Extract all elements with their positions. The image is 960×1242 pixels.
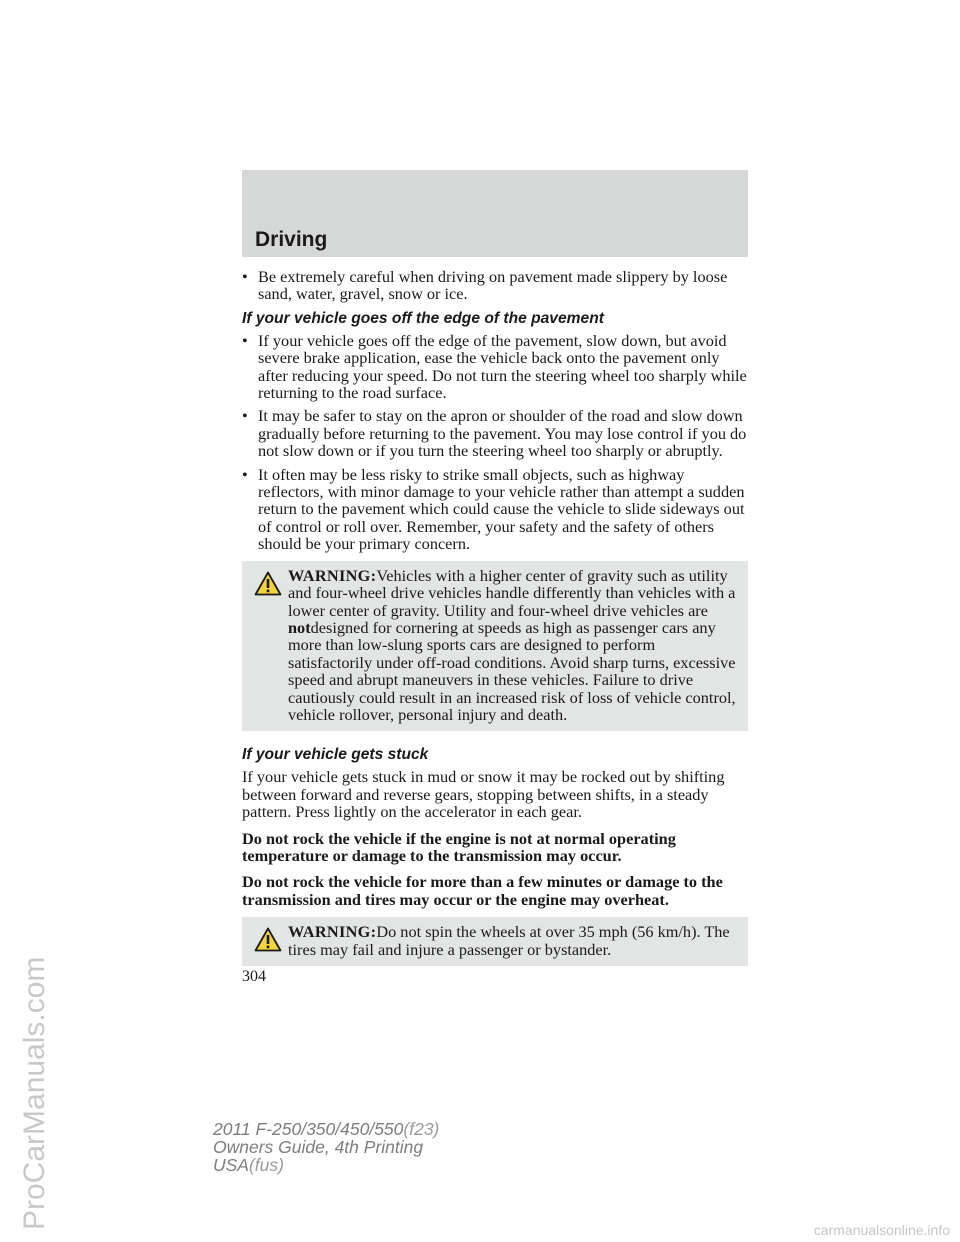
bullet-text: It may be safer to stay on the apron or shoulder of the road and slow down gradually before returning to the pavement. You may lose control if you do not slow down or if you turn the steering wheel too sharply or abruptly. — [258, 406, 747, 461]
subheading-stuck: If your vehicle gets stuck — [242, 746, 429, 764]
warning-triangle-icon — [254, 927, 282, 952]
watermark-vertical: ProCarManuals.com — [18, 956, 51, 1230]
bullet-dot: • — [242, 267, 248, 286]
footer-region-code: (fus) — [248, 1155, 284, 1175]
footer-printing-info — [213, 1120, 439, 1174]
bullet-text: It often may be less risky to strike small objects, such as highway reflectors, with minor damage to your vehicle rather than attempt a sudden return to the pavement which could cause the vehicle to slide sideways out of control or roll over. Remember, your safety and the safety of others should be your primary concern. — [258, 464, 745, 554]
warning-text: Do not spin the wheels at over 35 mph (56 km/h). The tires may fail and injure a passenger or bystander. — [288, 922, 730, 959]
warning-triangle-icon — [254, 571, 282, 596]
bullet-dot: • — [242, 330, 248, 350]
warning-label: WARNING: — [288, 565, 377, 585]
site-watermark: carmanualsonline.info — [813, 1222, 950, 1238]
footer-region: USA — [213, 1155, 249, 1175]
list-item — [242, 332, 748, 402]
bold-paragraph-temperature: Do not rock the vehicle if the engine is not at normal operating temperature or damage to the transmission may occur. — [242, 828, 676, 865]
bold-paragraph-minutes: Do not rock the vehicle for more than a few minutes or damage to the transmission and tires may occur or the engine may overheat. — [242, 872, 723, 909]
warning-text-b: designed for cornering at speeds as high as passenger cars any more than low-slung sports cars are designed to perform satisfactorily under off-road conditions. Avoid sharp turns, excessive speed and abrupt maneuvers in these vehicles. Failure to drive cautiously could result in an increased risk of loss of vehicle control, vehicle rollover, personal injury and death. — [288, 617, 736, 724]
footer-model-code: (f23) — [403, 1119, 440, 1139]
page-number: 304 — [242, 968, 266, 985]
bullet-text: If your vehicle goes off the edge of the pavement, slow down, but avoid severe brake application, ease the vehicle back onto the pavement only after reducing your speed. Do not turn the steering wheel too sharply while returning to the road surface. — [258, 330, 747, 403]
bullet-text: Be extremely careful when driving on pavement made slippery by loose sand, water, gravel, snow or ice. — [258, 267, 728, 304]
warning-emphasis: not — [288, 617, 311, 637]
section-title: Driving — [255, 228, 328, 251]
list-item — [242, 466, 748, 553]
bullet-dot: • — [242, 406, 248, 426]
list-item — [242, 268, 748, 303]
warning-label: WARNING: — [288, 922, 377, 942]
warning-box-spin — [242, 917, 748, 966]
subheading-pavement: If your vehicle goes off the edge of the pavement — [242, 309, 604, 327]
page-content — [242, 268, 748, 966]
warning-box-gravity — [242, 561, 748, 732]
warning-text-a: Vehicles with a higher center of gravity such as utility and four-wheel drive vehicles handle differently than vehicles with a lower center of gravity. Utility and four-wheel drive vehicles are — [288, 565, 736, 620]
footer-guide: Owners Guide, 4th Printing — [213, 1137, 424, 1157]
list-item — [242, 407, 748, 459]
bullet-dot: • — [242, 464, 248, 484]
footer-model: 2011 F-250/350/450/550 — [213, 1119, 404, 1139]
paragraph-stuck: If your vehicle gets stuck in mud or snow it may be rocked out by shifting between forward and reverse gears, stopping between shifts, in a steady pattern. Press lightly on the accelerator in each gear. — [242, 767, 725, 822]
